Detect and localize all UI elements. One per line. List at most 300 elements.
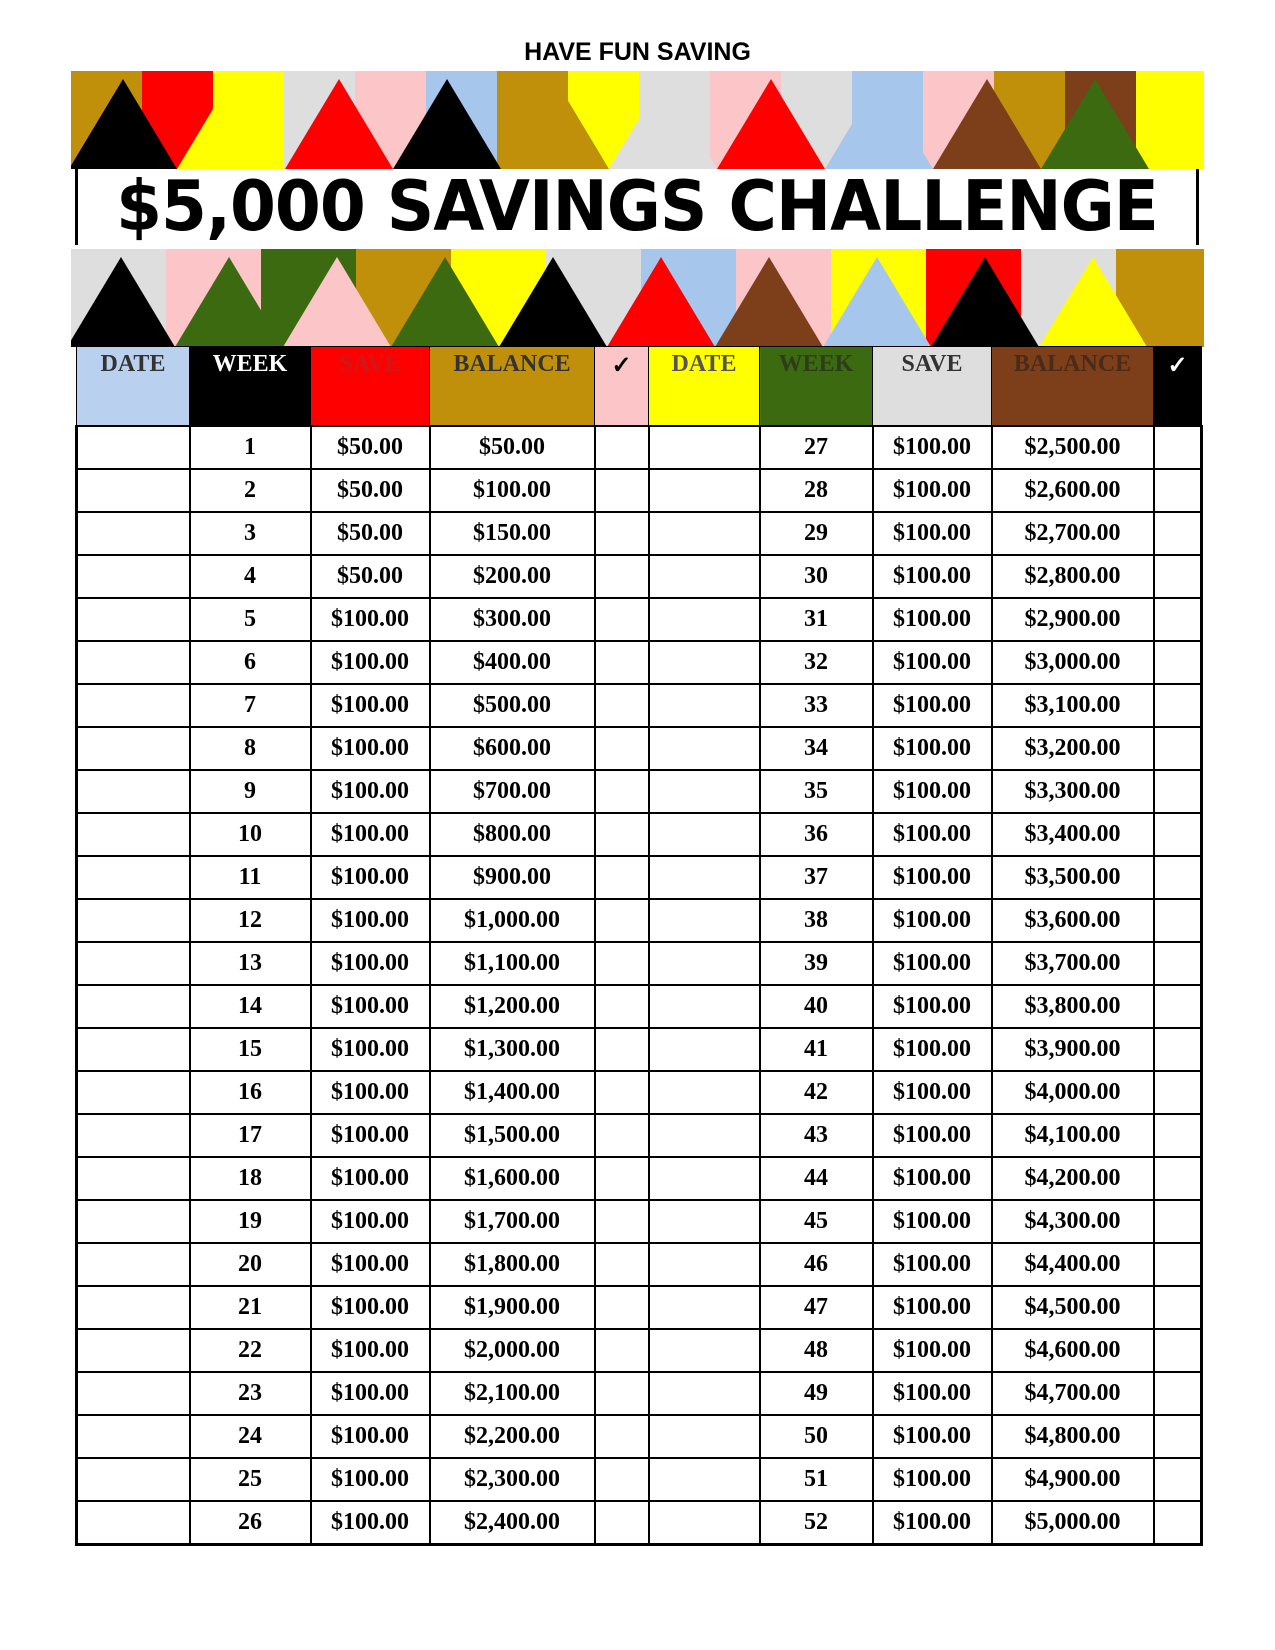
save-cell: $100.00 xyxy=(311,942,430,985)
balance-cell: $2,000.00 xyxy=(430,1329,595,1372)
balance-cell: $2,700.00 xyxy=(992,512,1154,555)
table-row xyxy=(77,899,1202,942)
table-row xyxy=(77,770,1202,813)
balance-cell: $2,400.00 xyxy=(430,1501,595,1545)
balance-cell: $3,100.00 xyxy=(992,684,1154,727)
balance-cell: $100.00 xyxy=(430,469,595,512)
bunting-banner-top xyxy=(71,71,1204,169)
date-cell[interactable] xyxy=(77,641,190,684)
table-row xyxy=(77,813,1202,856)
week-cell: 49 xyxy=(760,1372,873,1415)
balance-cell: $900.00 xyxy=(430,856,595,899)
check-cell[interactable] xyxy=(1154,1329,1202,1372)
save-cell: $100.00 xyxy=(311,1028,430,1071)
save-cell: $100.00 xyxy=(873,942,992,985)
balance-cell: $1,700.00 xyxy=(430,1200,595,1243)
week-cell: 21 xyxy=(190,1286,311,1329)
balance-cell: $200.00 xyxy=(430,555,595,598)
balance-cell: $4,800.00 xyxy=(992,1415,1154,1458)
date-cell[interactable] xyxy=(77,1372,190,1415)
check-cell[interactable] xyxy=(1154,1157,1202,1200)
week-cell: 12 xyxy=(190,899,311,942)
check-cell[interactable] xyxy=(1154,469,1202,512)
week-cell: 38 xyxy=(760,899,873,942)
check-cell[interactable] xyxy=(595,770,649,813)
check-cell[interactable] xyxy=(1154,985,1202,1028)
save-cell: $100.00 xyxy=(873,426,992,469)
balance-cell: $3,300.00 xyxy=(992,770,1154,813)
balance-cell: $600.00 xyxy=(430,727,595,770)
date-cell[interactable] xyxy=(77,1458,190,1501)
check-cell[interactable] xyxy=(1154,899,1202,942)
check-cell[interactable] xyxy=(1154,1286,1202,1329)
save-cell: $100.00 xyxy=(311,1071,430,1114)
date-cell[interactable] xyxy=(649,469,760,512)
week-cell: 42 xyxy=(760,1071,873,1114)
balance-cell: $4,600.00 xyxy=(992,1329,1154,1372)
week-cell: 41 xyxy=(760,1028,873,1071)
week-cell: 1 xyxy=(190,426,311,469)
week-cell: 28 xyxy=(760,469,873,512)
save-cell: $100.00 xyxy=(311,684,430,727)
date-cell[interactable] xyxy=(77,727,190,770)
save-cell: $100.00 xyxy=(873,555,992,598)
date-cell[interactable] xyxy=(649,985,760,1028)
week-cell: 52 xyxy=(760,1501,873,1545)
save-cell: $50.00 xyxy=(311,555,430,598)
balance-cell: $4,400.00 xyxy=(992,1243,1154,1286)
header-week-2: WEEK xyxy=(760,347,873,427)
balance-cell: $1,200.00 xyxy=(430,985,595,1028)
date-cell[interactable] xyxy=(649,1415,760,1458)
check-cell[interactable] xyxy=(595,1243,649,1286)
save-cell: $100.00 xyxy=(873,1243,992,1286)
save-cell: $50.00 xyxy=(311,469,430,512)
date-cell[interactable] xyxy=(77,512,190,555)
page-subtitle: HAVE FUN SAVING xyxy=(524,38,751,66)
header-balance-2: BALANCE xyxy=(992,347,1154,427)
check-cell[interactable] xyxy=(595,1157,649,1200)
week-cell: 17 xyxy=(190,1114,311,1157)
balance-cell: $1,500.00 xyxy=(430,1114,595,1157)
header-week-1: WEEK xyxy=(190,347,311,427)
balance-cell: $3,600.00 xyxy=(992,899,1154,942)
balance-cell: $800.00 xyxy=(430,813,595,856)
save-cell: $100.00 xyxy=(311,1329,430,1372)
check-cell[interactable] xyxy=(595,1028,649,1071)
week-cell: 37 xyxy=(760,856,873,899)
table-row xyxy=(77,1243,1202,1286)
balance-cell: $3,700.00 xyxy=(992,942,1154,985)
save-cell: $100.00 xyxy=(873,1372,992,1415)
save-cell: $100.00 xyxy=(873,727,992,770)
week-cell: 6 xyxy=(190,641,311,684)
check-cell[interactable] xyxy=(595,512,649,555)
date-cell[interactable] xyxy=(77,1157,190,1200)
date-cell[interactable] xyxy=(649,1286,760,1329)
check-cell[interactable] xyxy=(1154,512,1202,555)
date-cell[interactable] xyxy=(77,856,190,899)
save-cell: $100.00 xyxy=(873,985,992,1028)
date-cell[interactable] xyxy=(77,770,190,813)
date-cell[interactable] xyxy=(77,1200,190,1243)
save-cell: $100.00 xyxy=(873,684,992,727)
week-cell: 34 xyxy=(760,727,873,770)
save-cell: $100.00 xyxy=(311,1415,430,1458)
date-cell[interactable] xyxy=(77,1114,190,1157)
check-cell[interactable] xyxy=(595,426,649,469)
balance-cell: $4,700.00 xyxy=(992,1372,1154,1415)
bunting-flag-yellow xyxy=(1136,71,1204,169)
save-cell: $100.00 xyxy=(311,598,430,641)
week-cell: 15 xyxy=(190,1028,311,1071)
week-cell: 35 xyxy=(760,770,873,813)
date-cell[interactable] xyxy=(77,1329,190,1372)
check-cell[interactable] xyxy=(1154,942,1202,985)
week-cell: 31 xyxy=(760,598,873,641)
check-cell[interactable] xyxy=(1154,813,1202,856)
save-cell: $100.00 xyxy=(873,641,992,684)
date-cell[interactable] xyxy=(77,1243,190,1286)
balance-cell: $150.00 xyxy=(430,512,595,555)
save-cell: $100.00 xyxy=(873,813,992,856)
balance-cell: $1,400.00 xyxy=(430,1071,595,1114)
date-cell[interactable] xyxy=(649,727,760,770)
date-cell[interactable] xyxy=(649,1329,760,1372)
date-cell[interactable] xyxy=(649,813,760,856)
week-cell: 51 xyxy=(760,1458,873,1501)
save-cell: $100.00 xyxy=(873,469,992,512)
balance-cell: $4,200.00 xyxy=(992,1157,1154,1200)
date-cell[interactable] xyxy=(77,598,190,641)
balance-cell: $3,500.00 xyxy=(992,856,1154,899)
save-cell: $100.00 xyxy=(873,899,992,942)
table-row xyxy=(77,1415,1202,1458)
header-check-1: ✓ xyxy=(595,347,649,427)
table-row xyxy=(77,641,1202,684)
check-cell[interactable] xyxy=(1154,426,1202,469)
header-balance-1: BALANCE xyxy=(430,347,595,427)
week-cell: 19 xyxy=(190,1200,311,1243)
week-cell: 23 xyxy=(190,1372,311,1415)
table-row xyxy=(77,1157,1202,1200)
week-cell: 47 xyxy=(760,1286,873,1329)
date-cell[interactable] xyxy=(649,1200,760,1243)
table-row xyxy=(77,1458,1202,1501)
balance-cell: $3,800.00 xyxy=(992,985,1154,1028)
save-cell: $100.00 xyxy=(873,1114,992,1157)
balance-cell: $3,200.00 xyxy=(992,727,1154,770)
header-check-2: ✓ xyxy=(1154,347,1202,427)
save-cell: $100.00 xyxy=(873,770,992,813)
week-cell: 45 xyxy=(760,1200,873,1243)
save-cell: $100.00 xyxy=(873,1329,992,1372)
table-row xyxy=(77,1200,1202,1243)
save-cell: $100.00 xyxy=(311,1286,430,1329)
save-cell: $100.00 xyxy=(873,856,992,899)
balance-cell: $2,500.00 xyxy=(992,426,1154,469)
save-cell: $100.00 xyxy=(311,813,430,856)
week-cell: 2 xyxy=(190,469,311,512)
check-cell[interactable] xyxy=(1154,1372,1202,1415)
check-cell[interactable] xyxy=(595,641,649,684)
table-row xyxy=(77,942,1202,985)
check-cell[interactable] xyxy=(595,598,649,641)
table-row xyxy=(77,985,1202,1028)
week-cell: 29 xyxy=(760,512,873,555)
header-date-2: DATE xyxy=(649,347,760,427)
week-cell: 46 xyxy=(760,1243,873,1286)
date-cell[interactable] xyxy=(77,1071,190,1114)
balance-cell: $4,500.00 xyxy=(992,1286,1154,1329)
date-cell[interactable] xyxy=(649,770,760,813)
check-cell[interactable] xyxy=(595,856,649,899)
table-row xyxy=(77,1071,1202,1114)
week-cell: 22 xyxy=(190,1329,311,1372)
date-cell[interactable] xyxy=(649,1458,760,1501)
week-cell: 9 xyxy=(190,770,311,813)
week-cell: 10 xyxy=(190,813,311,856)
save-cell: $50.00 xyxy=(311,426,430,469)
table-body xyxy=(77,426,1202,1545)
save-cell: $100.00 xyxy=(873,1200,992,1243)
check-cell[interactable] xyxy=(1154,684,1202,727)
check-cell[interactable] xyxy=(1154,598,1202,641)
save-cell: $100.00 xyxy=(873,1286,992,1329)
week-cell: 30 xyxy=(760,555,873,598)
check-cell[interactable] xyxy=(595,1458,649,1501)
date-cell[interactable] xyxy=(649,1501,760,1545)
date-cell[interactable] xyxy=(77,426,190,469)
check-cell[interactable] xyxy=(595,684,649,727)
week-cell: 24 xyxy=(190,1415,311,1458)
save-cell: $100.00 xyxy=(311,770,430,813)
date-cell[interactable] xyxy=(649,684,760,727)
check-cell[interactable] xyxy=(595,1501,649,1545)
header-save-1: SAVE xyxy=(311,347,430,427)
date-cell[interactable] xyxy=(77,469,190,512)
check-cell[interactable] xyxy=(595,1071,649,1114)
week-cell: 16 xyxy=(190,1071,311,1114)
date-cell[interactable] xyxy=(649,1028,760,1071)
date-cell[interactable] xyxy=(649,641,760,684)
week-cell: 39 xyxy=(760,942,873,985)
week-cell: 5 xyxy=(190,598,311,641)
balance-cell: $500.00 xyxy=(430,684,595,727)
check-cell[interactable] xyxy=(1154,1071,1202,1114)
date-cell[interactable] xyxy=(77,684,190,727)
save-cell: $100.00 xyxy=(311,1243,430,1286)
date-cell[interactable] xyxy=(649,1114,760,1157)
date-cell[interactable] xyxy=(649,1243,760,1286)
balance-cell: $1,300.00 xyxy=(430,1028,595,1071)
save-cell: $100.00 xyxy=(311,1200,430,1243)
balance-cell: $2,300.00 xyxy=(430,1458,595,1501)
week-cell: 27 xyxy=(760,426,873,469)
save-cell: $100.00 xyxy=(311,1458,430,1501)
check-cell[interactable] xyxy=(595,1372,649,1415)
balance-cell: $2,600.00 xyxy=(992,469,1154,512)
check-cell[interactable] xyxy=(595,555,649,598)
week-cell: 32 xyxy=(760,641,873,684)
week-cell: 13 xyxy=(190,942,311,985)
save-cell: $100.00 xyxy=(873,1458,992,1501)
week-cell: 8 xyxy=(190,727,311,770)
check-cell[interactable] xyxy=(595,985,649,1028)
date-cell[interactable] xyxy=(77,1415,190,1458)
table-row xyxy=(77,598,1202,641)
week-cell: 11 xyxy=(190,856,311,899)
check-cell[interactable] xyxy=(595,469,649,512)
table-row xyxy=(77,512,1202,555)
table-row xyxy=(77,1114,1202,1157)
table-row xyxy=(77,1501,1202,1545)
date-cell[interactable] xyxy=(77,813,190,856)
date-cell[interactable] xyxy=(77,1501,190,1545)
save-cell: $100.00 xyxy=(311,1114,430,1157)
save-cell: $50.00 xyxy=(311,512,430,555)
save-cell: $100.00 xyxy=(873,1028,992,1071)
check-cell[interactable] xyxy=(595,1286,649,1329)
week-cell: 33 xyxy=(760,684,873,727)
check-cell[interactable] xyxy=(1154,770,1202,813)
header-date-1: DATE xyxy=(77,347,190,427)
check-cell[interactable] xyxy=(595,813,649,856)
balance-cell: $2,200.00 xyxy=(430,1415,595,1458)
save-cell: $100.00 xyxy=(873,512,992,555)
check-cell[interactable] xyxy=(1154,727,1202,770)
save-cell: $100.00 xyxy=(311,856,430,899)
balance-cell: $4,900.00 xyxy=(992,1458,1154,1501)
date-cell[interactable] xyxy=(77,1286,190,1329)
check-cell[interactable] xyxy=(1154,555,1202,598)
save-cell: $100.00 xyxy=(311,1157,430,1200)
check-cell[interactable] xyxy=(1154,856,1202,899)
date-cell[interactable] xyxy=(77,985,190,1028)
save-cell: $100.00 xyxy=(873,1071,992,1114)
balance-cell: $700.00 xyxy=(430,770,595,813)
table-row xyxy=(77,856,1202,899)
date-cell[interactable] xyxy=(649,942,760,985)
header-save-2: SAVE xyxy=(873,347,992,427)
week-cell: 7 xyxy=(190,684,311,727)
date-cell[interactable] xyxy=(649,1157,760,1200)
date-cell[interactable] xyxy=(649,856,760,899)
save-cell: $100.00 xyxy=(873,598,992,641)
header-row xyxy=(77,347,1202,427)
date-cell[interactable] xyxy=(649,1372,760,1415)
check-cell[interactable] xyxy=(1154,1200,1202,1243)
check-cell[interactable] xyxy=(1154,1028,1202,1071)
main-title: $5,000 SAVINGS CHALLENGE xyxy=(116,166,1158,247)
check-cell[interactable] xyxy=(1154,1114,1202,1157)
save-cell: $100.00 xyxy=(311,899,430,942)
table-row xyxy=(77,1372,1202,1415)
week-cell: 4 xyxy=(190,555,311,598)
balance-cell: $1,000.00 xyxy=(430,899,595,942)
save-cell: $100.00 xyxy=(311,985,430,1028)
date-cell[interactable] xyxy=(77,942,190,985)
date-cell[interactable] xyxy=(649,426,760,469)
week-cell: 25 xyxy=(190,1458,311,1501)
balance-cell: $3,000.00 xyxy=(992,641,1154,684)
balance-cell: $2,900.00 xyxy=(992,598,1154,641)
check-cell[interactable] xyxy=(595,1114,649,1157)
balance-cell: $4,000.00 xyxy=(992,1071,1154,1114)
save-cell: $100.00 xyxy=(873,1415,992,1458)
week-cell: 44 xyxy=(760,1157,873,1200)
check-cell[interactable] xyxy=(595,1329,649,1372)
date-cell[interactable] xyxy=(649,899,760,942)
save-cell: $100.00 xyxy=(311,641,430,684)
check-cell[interactable] xyxy=(1154,641,1202,684)
save-cell: $100.00 xyxy=(873,1501,992,1545)
check-cell[interactable] xyxy=(595,899,649,942)
save-cell: $100.00 xyxy=(311,1501,430,1545)
check-cell[interactable] xyxy=(595,1415,649,1458)
balance-cell: $1,600.00 xyxy=(430,1157,595,1200)
save-cell: $100.00 xyxy=(311,727,430,770)
check-cell[interactable] xyxy=(1154,1415,1202,1458)
check-cell[interactable] xyxy=(595,1200,649,1243)
week-cell: 26 xyxy=(190,1501,311,1545)
date-cell[interactable] xyxy=(649,1071,760,1114)
balance-cell: $1,100.00 xyxy=(430,942,595,985)
date-cell[interactable] xyxy=(77,1028,190,1071)
check-cell[interactable] xyxy=(595,942,649,985)
table-row xyxy=(77,1286,1202,1329)
date-cell[interactable] xyxy=(649,555,760,598)
table-row xyxy=(77,684,1202,727)
week-cell: 14 xyxy=(190,985,311,1028)
bunting-banner-bottom xyxy=(71,249,1204,347)
week-cell: 20 xyxy=(190,1243,311,1286)
balance-cell: $4,100.00 xyxy=(992,1114,1154,1157)
week-cell: 48 xyxy=(760,1329,873,1372)
title-box xyxy=(75,166,1199,247)
check-cell[interactable] xyxy=(1154,1243,1202,1286)
balance-cell: $5,000.00 xyxy=(992,1501,1154,1545)
week-cell: 36 xyxy=(760,813,873,856)
savings-table xyxy=(75,346,1203,1546)
date-cell[interactable] xyxy=(649,598,760,641)
save-cell: $100.00 xyxy=(873,1157,992,1200)
table-row xyxy=(77,1028,1202,1071)
date-cell[interactable] xyxy=(77,899,190,942)
balance-cell: $300.00 xyxy=(430,598,595,641)
check-cell[interactable] xyxy=(1154,1458,1202,1501)
date-cell[interactable] xyxy=(649,512,760,555)
balance-cell: $1,900.00 xyxy=(430,1286,595,1329)
table-row xyxy=(77,555,1202,598)
balance-cell: $50.00 xyxy=(430,426,595,469)
balance-cell: $3,400.00 xyxy=(992,813,1154,856)
balance-cell: $400.00 xyxy=(430,641,595,684)
table-row xyxy=(77,1329,1202,1372)
table-row xyxy=(77,426,1202,469)
balance-cell: $3,900.00 xyxy=(992,1028,1154,1071)
week-cell: 3 xyxy=(190,512,311,555)
check-cell[interactable] xyxy=(1154,1501,1202,1545)
check-cell[interactable] xyxy=(595,727,649,770)
table-row xyxy=(77,727,1202,770)
balance-cell: $1,800.00 xyxy=(430,1243,595,1286)
save-cell: $100.00 xyxy=(311,1372,430,1415)
date-cell[interactable] xyxy=(77,555,190,598)
table-row xyxy=(77,469,1202,512)
week-cell: 43 xyxy=(760,1114,873,1157)
week-cell: 18 xyxy=(190,1157,311,1200)
